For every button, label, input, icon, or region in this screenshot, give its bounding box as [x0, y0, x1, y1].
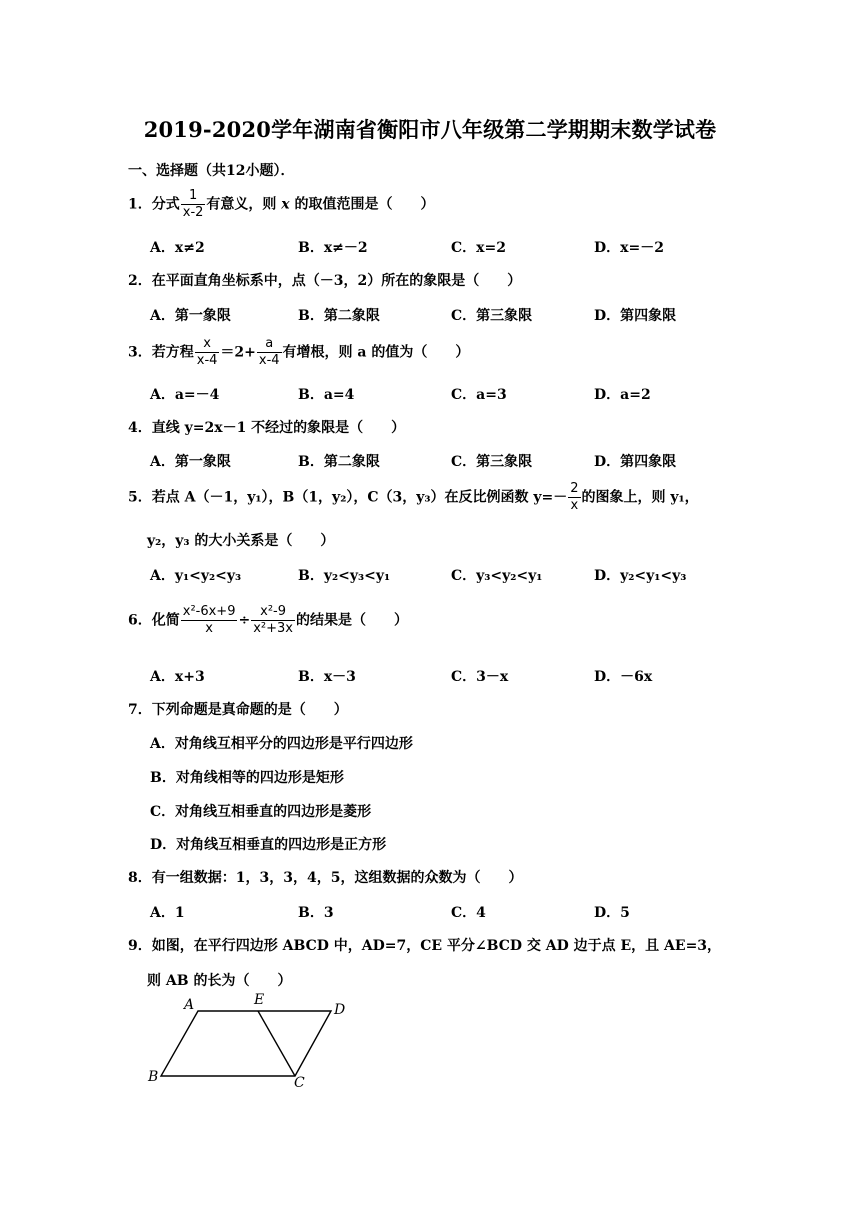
page-title: 2019-2020学年湖南省衡阳市八年级第二学期期末数学试卷: [143, 117, 717, 142]
label-a: A: [184, 997, 195, 1013]
option-d: D．x=－2: [594, 240, 664, 256]
option-d: D．－6x: [594, 669, 653, 685]
option-c: C．4: [451, 905, 486, 921]
option-d: D．5: [594, 905, 630, 921]
label-e: E: [254, 992, 265, 1008]
option-a: A．x+3: [150, 669, 205, 685]
fraction: $\frac{a}{x-4}$: [258, 336, 280, 368]
question-7: 7．下列命题是真命题的是（ ）: [128, 702, 348, 718]
fraction: $\frac{1}{x-2}$: [182, 188, 204, 220]
question-5: 5．若点 A（－1，y₁），B（1，y₂），C（3，y₃）在反比例函数 y=－ $\frac{2}{x}$ 的图象上，则 y₁，: [128, 481, 699, 513]
option-b: B．y₂<y₃<y₁: [298, 568, 391, 584]
option-d: D．a=2: [594, 387, 651, 403]
option-a: A．y₁<y₂<y₃: [150, 568, 242, 584]
option-b: B．3: [298, 905, 334, 921]
question-5-continued: y₂，y₃ 的大小关系是（ ）: [147, 533, 335, 549]
option-c: C．3－x: [451, 669, 509, 685]
segment-ce: [258, 1011, 295, 1076]
option-a: A．第一象限: [150, 308, 231, 324]
question-6: 6．化简 $\frac{\text{x²-6x+9}}{x}$ ÷ $\frac{\text{x²-9}}{\text{x²+3x}}$ 的结果是（ ）: [128, 604, 408, 636]
option-d: D．第四象限: [594, 454, 677, 470]
option-b: B．x－3: [298, 669, 356, 685]
label-c: C: [294, 1075, 305, 1090]
parallelogram-abcd: [161, 1011, 331, 1076]
option-a: A．对角线互相平分的四边形是平行四边形: [150, 736, 413, 752]
option-a: A．a=－4: [150, 387, 220, 403]
option-b: B．对角线相等的四边形是矩形: [150, 770, 344, 786]
option-d: D．对角线互相垂直的四边形是正方形: [150, 837, 387, 853]
option-a: A．第一象限: [150, 454, 231, 470]
option-a: A．1: [150, 905, 185, 921]
option-d: D．第四象限: [594, 308, 677, 324]
option-a: A．x≠2: [150, 240, 205, 256]
option-c: C．第三象限: [451, 454, 533, 470]
option-b: B．第二象限: [298, 308, 380, 324]
section-heading: 一、选择题（共12小题）．: [128, 163, 295, 179]
option-c: C．对角线互相垂直的四边形是菱形: [150, 804, 372, 820]
fraction: $\frac{\text{x²-9}}{\text{x²+3x}}$: [253, 604, 293, 636]
fraction: $\frac{\text{x²-6x+9}}{x}$: [182, 604, 236, 636]
question-2: 2．在平面直角坐标系中，点（－3，2）所在的象限是（ ）: [128, 273, 522, 289]
label-d: D: [334, 1002, 346, 1018]
question-9: 9．如图，在平行四边形 ABCD 中，AD=7，CE 平分∠BCD 交 AD 边于点 E，且 AE=3，: [128, 938, 722, 954]
option-c: C．y₃<y₂<y₁: [451, 568, 543, 584]
option-d: D．y₂<y₁<y₃: [594, 568, 687, 584]
option-b: B．第二象限: [298, 454, 380, 470]
fraction: $\frac{x}{x-4}$: [196, 336, 218, 368]
label-b: B: [148, 1069, 159, 1085]
option-c: C．a=3: [451, 387, 507, 403]
option-c: C．第三象限: [451, 308, 533, 324]
question-3: 3．若方程 $\frac{x}{x-4}$ ＝2+ $\frac{a}{x-4}$ 有增根，则 a 的值为（ ）: [128, 336, 470, 368]
option-b: B．x≠－2: [298, 240, 368, 256]
option-c: C．x=2: [451, 240, 506, 256]
parallelogram-figure: [140, 990, 360, 1090]
question-4: 4．直线 y=2x－1 不经过的象限是（ ）: [128, 420, 406, 436]
fraction: $\frac{2}{x}$: [570, 481, 579, 513]
question-8: 8．有一组数据：1，3，3，4，5，这组数据的众数为（ ）: [128, 870, 523, 886]
question-1: 1．分式 $\frac{1}{x-2}$ 有意义，则 x 的取值范围是（ ）: [128, 188, 435, 220]
option-b: B．a=4: [298, 387, 355, 403]
question-9-continued: 则 AB 的长为（ ）: [147, 973, 292, 989]
